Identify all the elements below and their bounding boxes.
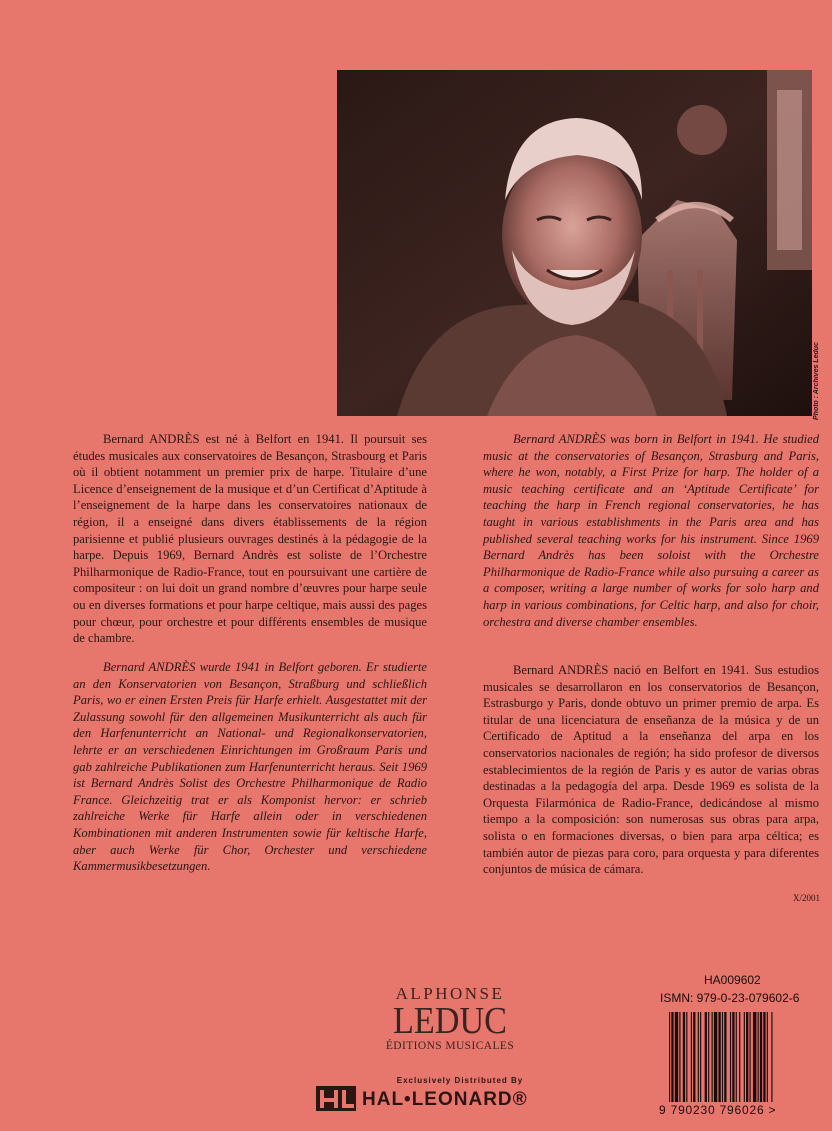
publisher-logo [370, 985, 530, 1053]
distribution-label: Exclusively Distributed By [396, 1076, 524, 1085]
photo-credit: Photo : Archives Leduc [813, 342, 820, 420]
bio-english: Bernard ANDRÈS was born in Belfort in 1941. He studied music at the conservatories of Besançon, Strasburg and Paris, where he won, notably, a First Prize for harp. The holder of a music teaching certificate and an ‘Aptitude Certificate’ for teaching the harp in French regional conservatories, he has taught in various establishments in the Paris area and has published several teaching works for his instrument. Since 1969 Bernard Andrès has been soloist with the Orchestre Philharmonique de Radio-France while also pursuing a career as a composer, writing a large number of works for solo harp and harp in various combinations, for Celtic harp, and also for choir, orchestra and diverse chamber ensembles. [483, 432, 819, 629]
barcode-image [667, 1012, 817, 1102]
ismn-number: ISMN: 979-0-23-079602-6 [660, 991, 800, 1005]
barcode-bar [714, 1012, 717, 1102]
barcode-bar [700, 1012, 701, 1102]
barcode-bar [686, 1012, 687, 1102]
barcode-bar [724, 1012, 726, 1102]
barcode-bar [730, 1012, 731, 1102]
barcode-bar [712, 1012, 713, 1102]
barcode-bar [763, 1012, 765, 1102]
barcode-bar [671, 1012, 673, 1102]
barcode-bar [753, 1012, 756, 1102]
barcode-bar [736, 1012, 737, 1102]
barcode-bar [732, 1012, 734, 1102]
barcode-bar [718, 1012, 720, 1102]
barcode-bar [739, 1012, 740, 1102]
barcode-bar [675, 1012, 678, 1102]
composer-photo [337, 70, 812, 416]
barcode-bar [744, 1012, 745, 1102]
product-code: HA009602 [704, 973, 761, 987]
barcode-bar [771, 1012, 772, 1102]
composer-portrait-image [337, 70, 812, 416]
barcode-digits: 9 790230 796026 > [659, 1103, 777, 1117]
date-code: X/2001 [793, 893, 820, 903]
barcode-bar [708, 1012, 709, 1102]
publisher-line1: ALPHONSE [395, 984, 505, 1003]
barcode-bar [750, 1012, 751, 1102]
barcode-bar [705, 1012, 707, 1102]
barcode-bar [679, 1012, 680, 1102]
hal-leonard-logo-icon [316, 1086, 356, 1111]
barcode-bar [758, 1012, 759, 1102]
publisher-line2: LEDUC [393, 1000, 507, 1042]
barcode-bar [722, 1012, 723, 1102]
barcode-bar [767, 1012, 768, 1102]
barcode-bar [691, 1012, 692, 1102]
barcode-bar [693, 1012, 695, 1102]
barcode-bar [698, 1012, 699, 1102]
barcode-bar [669, 1012, 670, 1102]
publisher-line3: ÉDITIONS MUSICALES [385, 1040, 515, 1052]
barcode-bar [683, 1012, 685, 1102]
bio-german: Bernard ANDRÈS wurde 1941 in Belfort geboren. Er studierte an den Konservatorien von Besançon, Straßburg und schließlich Paris, wo er einen Ersten Preis für Harfe erhielt. Ausgestattet mit der Zulassung sowohl für den allgemeinen Musikunterricht als auch für den Harfenunterricht an National- und Regionalkonservatorien, lehrte er an verschiedenen Einrichtungen im Großraum Paris und gab zahlreiche Publikationen zum Harfenunterricht heraus. Seit 1969 ist Bernard Andrès Solist des Orchestre Philharmonique de Radio France. Gleichzeitig trat er als Komponist hervor: er schrieb zahlreiche Werke für Harfe allein oder in verschiedenen Kombinationen mit anderen Instrumenten sowie für keltische Harfe, aber auch Werke für Chor, Orchester und verschiedene Kammermusikbesetzungen. [73, 660, 427, 874]
barcode-bar [746, 1012, 748, 1102]
barcode-bar [760, 1012, 762, 1102]
hal-leonard-name: HAL•LEONARD® [362, 1089, 528, 1110]
bio-french: Bernard ANDRÈS est né à Belfort en 1941. Il poursuit ses études musicales aux conservatoires de Besançon, Strasbourg et Paris où il obtient notamment un premier prix de harpe. Titulaire d’une Licence d’enseignement de la musique et d’un Certificat d’Aptitude à l’enseignement de la harpe dans les conservatoires nationaux de région, il a enseigné dans divers établissements de la région parisienne et publié plusieurs ouvrages destinés à la pédagogie de la harpe. Depuis 1969, Bernard Andrès est soliste de l’Orchestre Philharmonique de Radio-France, tout en poursuivant une cartière de compositeur : on lui doit un grand nombre d’œuvres pour harpe seule ou en diverses formations et pour harpe celtique, mais aussi des pages pour chœur, pour orchestre et pour différents ensembles de musique de chambre. [73, 432, 427, 646]
bio-spanish: Bernard ANDRÈS nació en Belfort en 1941. Sus estudios musicales se desarrollaron en los conservatorios de Besançon, Estrasburgo y Paris, donde obtuvo un primer premio de arpa. Es titular de una licenciatura de enseñanza de la música y de un Certificado de Aptitud a la enseñanza del arpa en los conservatorios nacionales de región; ha sido profesor de diversos establecimientos de la región de Paris y es autor de varias obras destinadas a la pedagogía del arpa. Desde 1969 es solista de la Orquesta Filarmónica de Radio-France, dedicándose al mismo tiempo a la composición: son numerosas sus obras para arpa, solista o en formaciones diversas, o bien para arpa céltica; es también autor de piezas para coro, para orquesta y para diferentes conjuntos de música de cámara. [483, 663, 819, 877]
